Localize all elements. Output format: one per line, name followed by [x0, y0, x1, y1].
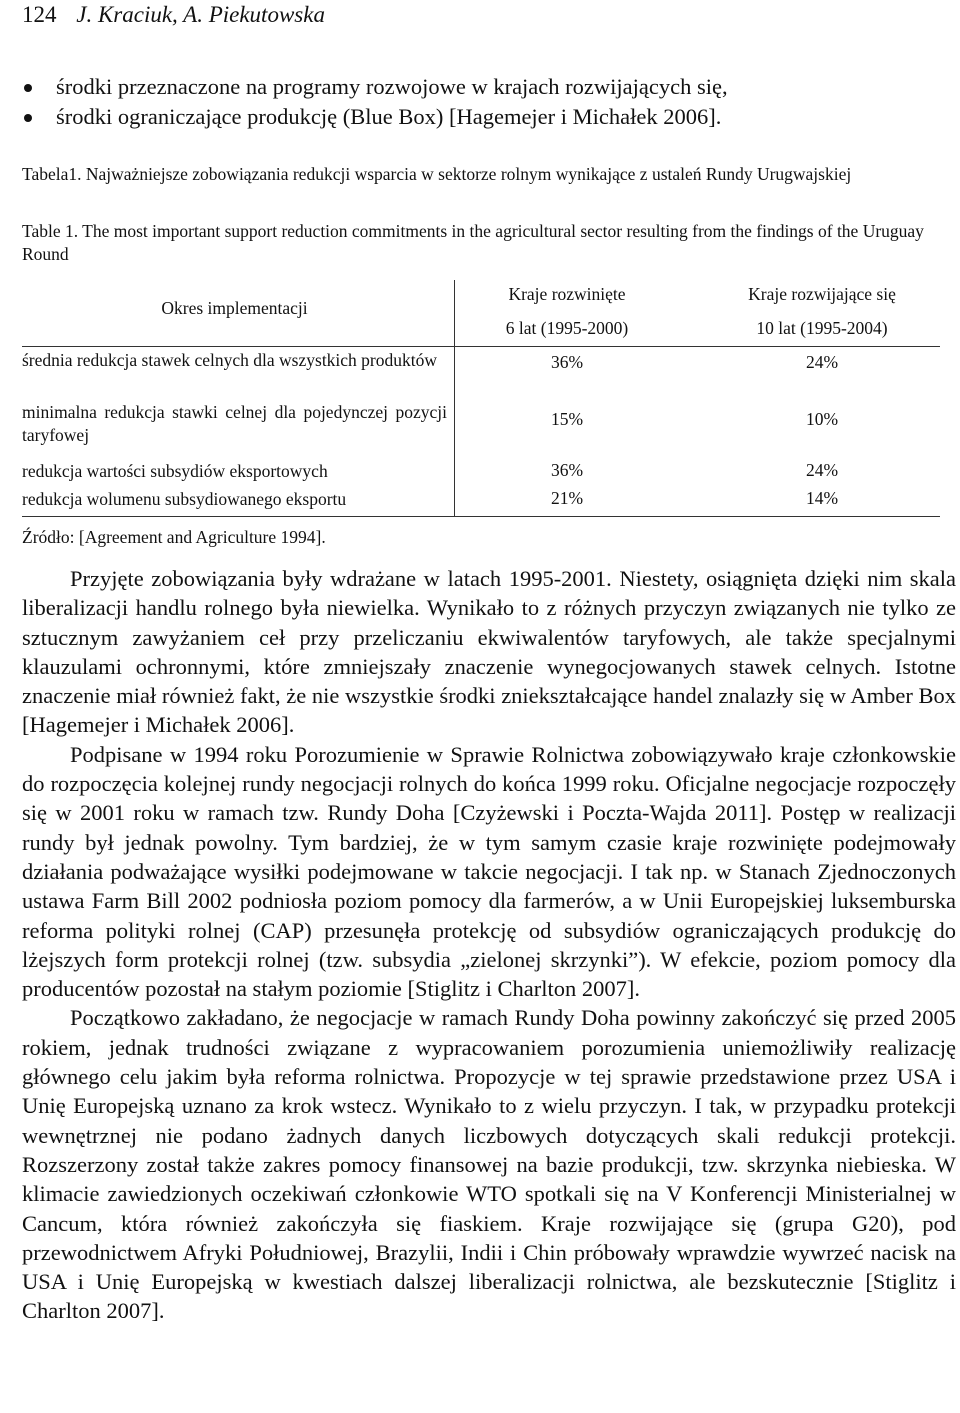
table-cell-developed: 36% — [550, 460, 584, 480]
table-row-label: redukcja wartości subsydiów eksportowych — [22, 461, 328, 481]
table-cell-developing: 24% — [805, 460, 839, 480]
table-cell-developed: 21% — [550, 488, 584, 508]
table-caption-polish: Tabela1. Najważniejsze zobowiązania redukcji wsparcia w sektorze rolnym wynikające z ustaleń Rundy Urugwajskiej — [22, 164, 852, 184]
paragraph: Podpisane w 1994 roku Porozumienie w Sprawie Rolnictwa zobowiązywało kraje członkowskie do rozpoczęcia kolejnej rundy negocjacji rolnych do końca 1999 roku. Oficjalne negocjacje rozpoczęły się w 2001 roku w ramach tzw. Rundy Doha [Czyżewski i Poczta-Wajda 2011]. Postęp w realizacji rundy był jednak powolny. Tym bardziej, że w tym samym czasie kraje rozwinięte podejmowały działania podważające wysiłki podejmowane w takcie negocjacji. I tak np. w Stanach Zjednoczonych ustawa Farm Bill 2002 podniosła poziom pomocy dla farmerów, a w Unii Europejskiej luksemburska reforma polityki rolnej (CAP) przesunęła protekcję od subsydiów ograniczających produkcję do lżejszych form protekcji rolnej (tzw. subsydia „zielonej skrzynki”). W efekcie, poziom pomocy dla producentów pozostał na stałym poziomie [Stiglitz i Charlton 2007]. — [22, 741, 956, 1002]
table-row-label: średnia redukcja stawek celnych dla wszystkich produktów — [22, 350, 438, 370]
table-cell-developing: 10% — [805, 409, 839, 429]
running-header — [22, 2, 325, 28]
bullet-item: środki przeznaczone na programy rozwojowe w krajach rozwijających się, — [22, 72, 728, 102]
table-cell-developing: 14% — [805, 488, 839, 508]
table-row-label: minimalna redukcja stawki celnej dla pojedynczej pozycji taryfowej — [22, 402, 447, 445]
table-caption-english: Table 1. The most important support reduction commitments in the agricultural sector resulting from the findings of the Uruguay Round — [22, 221, 924, 264]
table-cell-developed: 36% — [550, 352, 584, 372]
commitments-table — [22, 280, 940, 517]
table-header-developed: Kraje rozwinięte — [508, 284, 626, 304]
table-header-rule — [22, 346, 940, 347]
bullet-item: środki ograniczające produkcję (Blue Box) [Hagemejer i Michałek 2006]. — [22, 102, 728, 132]
table-subheader-developed: 6 lat (1995-2000) — [505, 318, 629, 338]
bullet-list — [22, 72, 728, 132]
paragraph: Przyjęte zobowiązania były wdrażane w latach 1995-2001. Niestety, osiągnięta dzięki nim skala liberalizacji handlu rolnego była niewielka. Wynikało to z różnych przyczyn związanych nie tylko ze sztucznym zawyżaniem ceł przy przeliczaniu ekwiwalentów taryfowych, ale także specjalnymi klauzulami ochronnymi, które zmniejszały znaczenie wynegocjowanych stawek celnych. Istotne znaczenie miał również fakt, że nie wszystkie środki zniekształcające handel znalazły się w Amber Box [Hagemejer i Michałek 2006]. — [22, 566, 956, 738]
table-subheader-developing: 10 lat (1995-2004) — [756, 318, 888, 338]
page-number: 124 — [22, 2, 57, 27]
paragraph: Początkowo zakładano, że negocjacje w ramach Rundy Doha powinny zakończyć się przed 2005 rokiem, jednak trudności związane z wypracowaniem porozumienia uniemożliwiły realizację głównego celu jakim była reforma rolnictwa. Propozycje w tej sprawie przedstawione przez USA i Unię Europejską uznano za krok wstecz. Wynikało to z wielu przyczyn. I tak, w przypadku protekcji wewnętrznej nie podano żadnych danych liczbowych dotyczących skali redukcji protekcji. Rozszerzony został także zakres pomocy finansowej na bazie produkcji, tzw. skrzynka niebieska. W klimacie zawiedzionych oczekiwań członkowie WTO spotkali się na V Konferencji Ministerialnej w Cancum, która również zakończyła się fiaskiem. Kraje rozwijające się (grupa G20), pod przewodnictwem Afryki Południowej, Brazylii, Indii i Chin próbowały wprawdzie wywrzeć nacisk na USA i Unię Europejską w kwestiach dalszej liberalizacji rolnictwa, ale bezskutecznie [Stiglitz i Charlton 2007]. — [22, 1005, 956, 1324]
table-source-note: Źródło: [Agreement and Agriculture 1994]. — [22, 527, 326, 547]
running-authors: J. Kraciuk, A. Piekutowska — [76, 2, 325, 27]
table-row-label: redukcja wolumenu subsydiowanego eksportu — [22, 489, 347, 509]
table-header-developing: Kraje rozwijające się — [748, 284, 896, 304]
table-cell-developing: 24% — [805, 352, 839, 372]
table-vertical-rule — [454, 280, 455, 516]
table-cell-developed: 15% — [550, 409, 584, 429]
table-header-period: Okres implementacji — [161, 298, 308, 318]
body-text — [22, 564, 956, 1326]
